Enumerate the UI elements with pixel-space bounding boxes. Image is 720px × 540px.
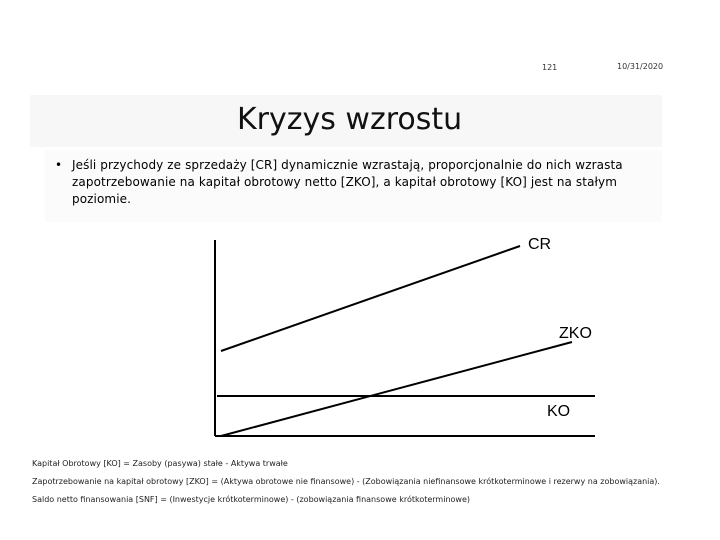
note-ko: Kapitał Obrotowy [KO] = Zasoby (pasywa) stałe - Aktywa trwałe [32, 459, 288, 468]
series-label-zko: ZKO [559, 325, 592, 342]
slide-number: 121 [542, 63, 558, 72]
slide-date: 10/31/2020 [617, 62, 664, 71]
series-label-cr: CR [528, 236, 552, 253]
series-line-zko [221, 342, 572, 436]
slide-title: Kryzys wzrostu [237, 102, 463, 137]
bullet-dot: • [55, 158, 63, 172]
bullet-text: Jeśli przychody ze sprzedaży [CR] dynamicznie wzrastają, proporcjonalnie do nich wzrasta zapotrzebowanie na kapitał obrotowy netto [ZKO], a kapitał obrotowy [KO] jest na stałym poziomie. [72, 158, 623, 206]
series-line-cr [221, 246, 520, 351]
note-zko: Zapotrzebowanie na kapitał obrotowy [ZKO] = (Aktywa obrotowe nie finansowe) - (Zobowiązania niefinansowe krótkoterminowe i rezerwy na zobowiązania). [32, 477, 660, 486]
notes [32, 458, 682, 512]
note-snf: Saldo netto finansowania [SNF] = (Inwestycje krótkoterminowe) - (zobowiązania finansowe krótkoterminowe) [32, 495, 470, 504]
series-label-ko: KO [547, 403, 571, 420]
